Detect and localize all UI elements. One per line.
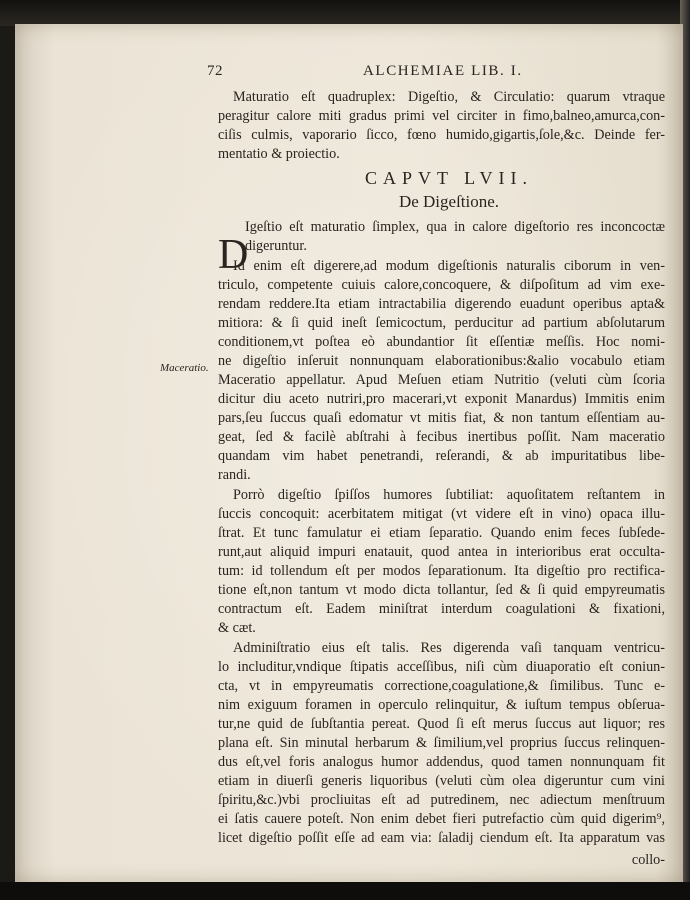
text-line: dus eſt,vel foris analogus humor addendus, quod tamen nonnunquam fit: [218, 754, 665, 770]
running-head: [207, 63, 677, 83]
margin-note: Maceratio.: [160, 362, 209, 374]
text-line: triculo, competente cuiuis calore,concoquere, & diſpoſitum ad vim exe-: [218, 277, 665, 293]
text-line: mentatio & proiectio.: [218, 146, 340, 162]
scan-background-bottom: [0, 882, 690, 900]
text-line: rendam reddere.Ita etiam intractabilia digerendo euadunt operibus apta&: [218, 296, 665, 312]
drop-cap: D: [218, 232, 249, 278]
text-line: ſpiritu,&c.)vbi procliuitas eſt ad putredinem, nec adiectum menſtruum: [218, 792, 665, 808]
text-line: licet digeſtio poſſit eſſe ad eam via: ſaladij ciendum eſt. Ita apparatum vas: [218, 830, 665, 846]
text-line: pars,ſeu ſuccus quaſi edomatur vt mitis fiat, & non tantum eſſentiam au-: [218, 410, 665, 426]
text-line: digeruntur.: [245, 238, 307, 254]
text-line: peragitur calore miti gradus primi vel circiter in fimo,balneo,amurca,con-: [218, 108, 665, 124]
text-line: tur,ne quid de ſubſtantia pereat. Quod ſi eſt merus ſuccus aut liquor; res: [218, 716, 665, 732]
text-line: tione eſt,non tantum vt modo dicta tollantur, ſed & ſi quid empyreumatis: [218, 582, 665, 598]
text-line: Maturatio eſt quadruplex: Digeſtio, & Circulatio: quarum vtraque: [233, 89, 665, 105]
text-line: dicitur diu aceto nutriri,pro macerari,vt exponit Manardus) Immitis enim: [218, 391, 665, 407]
text-line: nim exiguum foramen in operculo relinquitur, & iuſtum tempus obſerua-: [218, 697, 665, 713]
text-line: tum: id tollendum eſt per modos ſeparationum. Ita digeſtio pro rectifica-: [218, 563, 665, 579]
text-line: runt,aut aliquid impuri enatauit, quod antea in interioribus erat occulta-: [218, 544, 665, 560]
text-line: geat, ſed & facilè abſtrahi à fecibus inertibus poſſit. Nam maceratio: [218, 429, 665, 445]
page-content: [15, 24, 683, 882]
text-line: ſtrat. Et tunc famulatur ei etiam ſeparatio. Quando enim feces ſubſede-: [218, 525, 665, 541]
catchword: collo-: [631, 852, 665, 868]
text-line: Id enim eſt digerere,ad modum digeſtionis naturalis ciborum in ven-: [233, 258, 665, 274]
text-line: mitiora: & ſi quid ineſt ſemicoctum, perducitur ad partium abſolutarum: [218, 315, 665, 331]
text-line: randi.: [218, 467, 251, 483]
page-number: 72: [207, 63, 223, 79]
text-line: Maceratio appellatur. Apud Meſuen etiam Nutritio (veluti cùm ſcoria: [218, 372, 665, 388]
text-line: & cæt.: [218, 620, 256, 636]
text-line: Porrò digeſtio ſpiſſos humores ſubtiliat: aquoſitatem reſtantem in: [233, 487, 665, 503]
text-line: cta, vt in empyreumatis correctione,coagulatione,& ſimilibus. Tunc e-: [218, 678, 665, 694]
text-line: Igeſtio eſt maturatio ſimplex, qua in calore digeſtorio res inconcoctæ: [245, 219, 665, 235]
scan-background-top: [0, 0, 690, 26]
text-line: Adminiſtratio eius eſt talis. Res digerenda vaſi tanquam ventricu-: [233, 640, 665, 656]
text-line: ſuccis concoquit: acerbitatem mitigat (vt videre eſt in vino) opaca illu-: [218, 506, 665, 522]
text-line: contractum eſt. Eadem miniſtrat interdum coagulationi & fixationi,: [218, 601, 665, 617]
text-line: ciſis culmis, vaporario ſicco, fœno humido,gigartis,ſole,&c. Deinde fer-: [218, 127, 665, 143]
running-title: ALCHEMIAE LIB. I.: [363, 63, 523, 79]
text-line: ei ſatis cauere poteſt. Non enim debet fieri putrefactio cùm quid digerim⁹,: [218, 811, 665, 827]
text-line: ne digeſtio inſeruit nonnunquam elaborationibus:&alio vocabulo etiam: [218, 353, 665, 369]
text-line: etiam in diuerſi generis liquoribus (veluti cùm olea digeruntur cum vini: [218, 773, 665, 789]
text-line: quandam vim habet penetrandi, reſerandi, & ab impuritatibus libe-: [218, 448, 665, 464]
text-line: conditionem,vt poſtea eò abundantior ſit eſſentiæ meſſis. Hoc nomi-: [218, 334, 665, 350]
book-page: [15, 24, 683, 882]
chapter-subtitle: De Digeſtione.: [398, 192, 500, 211]
text-line: plana eſt. Sin minutal herbarum & ſimilium,vel proprius ſuccus relinquen-: [218, 735, 665, 751]
text-line: lo includitur,vndique ſtipatis acceſſibus, niſi cùm diuaporatio eſt coniun-: [218, 659, 665, 675]
chapter-heading: CAPVT LVII.: [364, 168, 533, 188]
